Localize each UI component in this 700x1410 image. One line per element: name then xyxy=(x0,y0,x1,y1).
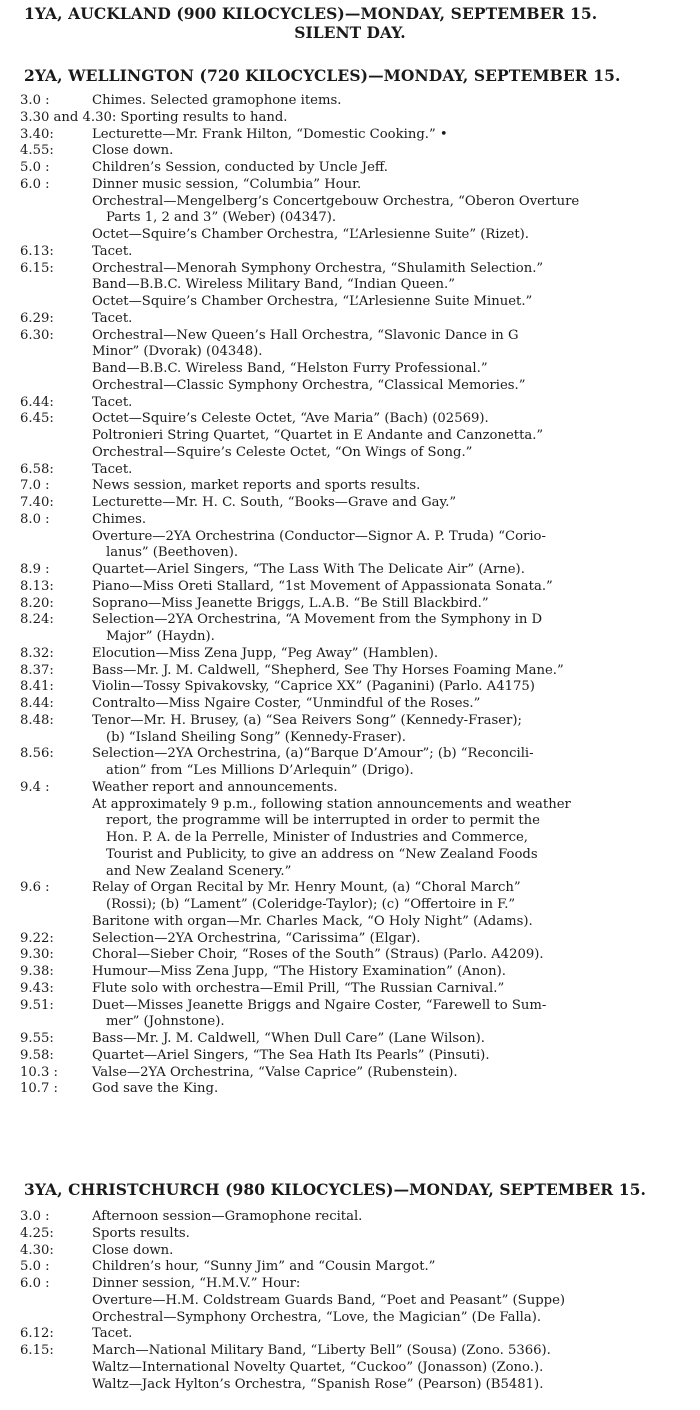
entry-line: Tacet. xyxy=(92,243,133,259)
programme-entry xyxy=(0,1065,700,1082)
entry-line: Minor” (Dvorak) (04348). xyxy=(92,344,263,360)
programme-entry xyxy=(0,679,700,696)
entry-line: ation” from “Les Millions D’Arlequin” (Drigo). xyxy=(106,763,414,778)
entry-line: Tacet. xyxy=(92,461,133,477)
entry-line: Orchestral—Squire’s Celeste Octet, “On Wings of Song.” xyxy=(92,444,473,460)
entry-line: Tacet. xyxy=(92,310,133,326)
entry-line: Overture—2YA Orchestrina (Conductor—Signor A. P. Truda) “Corio- xyxy=(92,528,546,544)
entry-body xyxy=(92,512,700,562)
entry-time: 8.32: xyxy=(20,645,54,661)
entry-line: Relay of Organ Recital by Mr. Henry Mount, (a) “Choral March” xyxy=(92,880,521,896)
entry-line: Lecturette—Mr. H. C. South, “Books—Grave and Gay.” xyxy=(92,495,457,510)
entry-time: 8.41: xyxy=(20,679,54,695)
entry-line: (Rossi); (b) “Lament” (Coleridge-Taylor); (c) “Offertoire in F.” xyxy=(106,897,516,912)
programme-entry xyxy=(0,244,700,261)
entry-time: 9.51: xyxy=(20,997,54,1013)
entry-line: Orchestral—Classic Symphony Orchestra, “Classical Memories.” xyxy=(92,377,526,393)
station-heading: 3YA, CHRISTCHURCH (980 KILOCYCLES)—MONDAY, SEPTEMBER 15. xyxy=(24,1180,646,1199)
entry-time: 6.15: xyxy=(20,260,54,276)
entry-line: Flute solo with orchestra—Emil Prill, “The Russian Carnival.” xyxy=(92,980,505,996)
entry-time: 6.0 : xyxy=(20,176,50,192)
programme-entry xyxy=(0,1259,700,1276)
programme-list xyxy=(0,93,700,1098)
programme-entry xyxy=(0,261,700,311)
entry-time: 7.0 : xyxy=(20,478,50,494)
entry-body xyxy=(92,998,700,1032)
entry-time: 3.0 : xyxy=(20,1209,50,1224)
programme-entry xyxy=(0,177,700,244)
station-heading: 2YA, WELLINGTON (720 KILOCYCLES)—MONDAY, SEPTEMBER 15. xyxy=(24,66,621,85)
entry-line: Children’s hour, “Sunny Jim” and “Cousin Margot.” xyxy=(92,1259,436,1275)
entry-line: Tenor—Mr. H. Brusey, (a) “Sea Reivers Song” (Kennedy-Fraser); xyxy=(92,712,522,728)
entry-body xyxy=(92,780,700,881)
entry-line: Chimes. xyxy=(92,511,147,527)
entry-body xyxy=(92,713,700,747)
programme-entry xyxy=(0,495,700,512)
programme-entry xyxy=(0,411,700,461)
entry-line: Tourist and Publicity, to give an address on “New Zealand Foods xyxy=(106,846,538,862)
programme-entry xyxy=(0,143,700,160)
entry-time: 5.0 : xyxy=(20,1259,50,1275)
entry-time: 4.55: xyxy=(20,143,54,159)
entry-body xyxy=(92,1031,700,1048)
programme-entry xyxy=(0,931,700,948)
entry-body xyxy=(92,746,700,780)
silent-day-note: SILENT DAY. xyxy=(294,23,406,42)
entry-line: Orchestral—New Queen’s Hall Orchestra, “Slavonic Dance in G xyxy=(92,327,519,343)
entry-time: 9.6 : xyxy=(20,880,50,896)
entry-line: Chimes. Selected gramophone items. xyxy=(92,93,342,108)
entry-time: 8.48: xyxy=(20,712,54,728)
entry-line: Weather report and announcements. xyxy=(92,779,338,795)
entry-body xyxy=(92,1343,700,1393)
entry-line: Sports results. xyxy=(92,1225,190,1241)
programme-entry xyxy=(0,1343,700,1393)
entry-line: (b) “Island Sheiling Song” (Kennedy-Fraser). xyxy=(106,729,406,745)
station-3ya xyxy=(0,1180,700,1393)
entry-line: Soprano—Miss Jeanette Briggs, L.A.B. “Be Still Blackbird.” xyxy=(92,595,489,611)
entry-line: Selection—2YA Orchestrina, “A Movement from the Symphony in D xyxy=(92,612,543,628)
entry-line: Lecturette—Mr. Frank Hilton, “Domestic Cooking.” • xyxy=(92,126,448,142)
programme-entry xyxy=(0,696,700,713)
entry-line: Close down. xyxy=(92,1242,174,1258)
entry-time: 9.4 : xyxy=(20,779,50,795)
entry-line: Octet—Squire’s Chamber Orchestra, “L’Arlesienne Suite” (Rizet). xyxy=(92,227,529,242)
programme-entry xyxy=(0,981,700,998)
entry-body xyxy=(92,562,700,579)
programme-entry xyxy=(0,328,700,395)
entry-line: Waltz—Jack Hylton’s Orchestra, “Spanish Rose” (Pearson) (B5481). xyxy=(92,1376,544,1392)
entry-body xyxy=(92,880,700,930)
entry-time: 6.0 : xyxy=(20,1276,50,1291)
programme-entry xyxy=(0,1276,700,1326)
entry-time: 9.22: xyxy=(20,930,54,946)
entry-time: 10.7 : xyxy=(20,1081,58,1097)
entry-body xyxy=(92,411,700,461)
entry-body xyxy=(120,110,700,127)
entry-body xyxy=(92,663,700,680)
entry-body xyxy=(92,1226,700,1243)
programme-entry xyxy=(0,713,700,747)
entry-line: Choral—Sieber Choir, “Roses of the South” (Straus) (Parlo. A4209). xyxy=(92,947,544,963)
programme-entry xyxy=(0,562,700,579)
entry-body xyxy=(92,395,700,412)
entry-line: mer” (Johnstone). xyxy=(106,1014,225,1030)
entry-body xyxy=(92,1259,700,1276)
programme-entry xyxy=(0,512,700,562)
entry-body xyxy=(92,143,700,160)
programme-entry xyxy=(0,947,700,964)
entry-body xyxy=(92,495,700,512)
entry-body xyxy=(92,931,700,948)
programme-entry xyxy=(0,160,700,177)
entry-body xyxy=(92,679,700,696)
entry-line: Elocution—Miss Zena Jupp, “Peg Away” (Hamblen). xyxy=(92,645,439,661)
programme-list xyxy=(0,1209,700,1393)
entry-time: 6.58: xyxy=(20,461,54,477)
entry-body xyxy=(92,478,700,495)
entry-line: Bass—Mr. J. M. Caldwell, “Shepherd, See Thy Horses Foaming Mane.” xyxy=(92,662,564,678)
entry-time: 6.44: xyxy=(20,394,54,410)
entry-body xyxy=(92,127,700,144)
entry-time: 9.30: xyxy=(20,947,54,963)
entry-line: Dinner session, “H.M.V.” Hour: xyxy=(92,1276,301,1291)
entry-body xyxy=(92,596,700,613)
entry-line: Piano—Miss Oreti Stallard, “1st Movement of Appassionata Sonata.” xyxy=(92,578,553,594)
entry-time: 6.12: xyxy=(20,1326,54,1342)
entry-line: Children’s Session, conducted by Uncle Jeff. xyxy=(92,160,388,175)
entry-line: Tacet. xyxy=(92,1326,133,1342)
entry-line: At approximately 9 p.m., following station announcements and weather xyxy=(92,796,571,812)
entry-time: 4.25: xyxy=(20,1225,54,1241)
programme-entry xyxy=(0,1226,700,1243)
programme-entry xyxy=(0,1243,700,1260)
entry-line: Duet—Misses Jeanette Briggs and Ngaire Coster, “Farewell to Sum- xyxy=(92,997,547,1013)
entry-line: Band—B.B.C. Wireless Band, “Helston Furry Professional.” xyxy=(92,361,488,376)
entry-time: 8.9 : xyxy=(20,562,50,577)
programme-entry xyxy=(0,780,700,881)
entry-line: report, the programme will be interrupted in order to permit the xyxy=(106,813,540,829)
entry-time: 6.30: xyxy=(20,327,54,343)
entry-line: Selection—2YA Orchestrina, “Carissima” (Elgar). xyxy=(92,930,421,946)
programme-entry xyxy=(0,1048,700,1065)
entry-line: God save the King. xyxy=(92,1081,219,1097)
entry-body xyxy=(92,462,700,479)
programme-entry xyxy=(0,880,700,930)
entry-time: 10.3 : xyxy=(20,1064,58,1080)
entry-body xyxy=(92,964,700,981)
entry-time: 3.40: xyxy=(20,126,54,142)
programme-entry xyxy=(0,998,700,1032)
entry-line: Orchestral—Symphony Orchestra, “Love, the Magician” (De Falla). xyxy=(92,1309,542,1325)
entry-body xyxy=(92,328,700,395)
entry-line: Close down. xyxy=(92,143,174,159)
entry-line: Afternoon session—Gramophone recital. xyxy=(92,1209,363,1224)
entry-time: 8.37: xyxy=(20,662,54,678)
entry-line: Quartet—Ariel Singers, “The Sea Hath Its Pearls” (Pinsuti). xyxy=(92,1047,490,1063)
entry-body xyxy=(92,1326,700,1343)
entry-body xyxy=(92,1081,700,1098)
entry-time: 6.13: xyxy=(20,243,54,259)
entry-body xyxy=(92,981,700,998)
entry-time: 8.24: xyxy=(20,612,54,628)
programme-entry xyxy=(0,127,700,144)
entry-time: 4.30: xyxy=(20,1242,54,1258)
programme-entry xyxy=(0,1031,700,1048)
entry-line: and New Zealand Scenery.” xyxy=(106,863,292,879)
entry-time: 3.0 : xyxy=(20,93,50,108)
entry-line: Octet—Squire’s Chamber Orchestra, “L’Arlesienne Suite Minuet.” xyxy=(92,294,533,309)
programme-entry xyxy=(0,579,700,596)
entry-time: 9.38: xyxy=(20,964,54,979)
entry-time: 9.43: xyxy=(20,980,54,996)
entry-line: Dinner music session, “Columbia” Hour. xyxy=(92,176,362,192)
programme-entry xyxy=(0,395,700,412)
entry-line: Violin—Tossy Spivakovsky, “Caprice XX” (Paganini) (Parlo. A4175) xyxy=(92,679,535,695)
entry-body xyxy=(92,261,700,311)
entry-body xyxy=(92,311,700,328)
entry-line: Baritone with organ—Mr. Charles Mack, “O Holy Night” (Adams). xyxy=(92,913,533,929)
entry-line: Contralto—Miss Ngaire Coster, “Unmindful of the Roses.” xyxy=(92,696,481,711)
entry-time: 8.44: xyxy=(20,696,54,711)
station-heading: 1YA, AUCKLAND (900 KILOCYCLES)—MONDAY, SEPTEMBER 15. xyxy=(24,4,598,23)
programme-entry xyxy=(0,1326,700,1343)
entry-line: Poltronieri String Quartet, “Quartet in E Andante and Canzonetta.” xyxy=(92,428,544,443)
programme-entry xyxy=(0,746,700,780)
entry-line: Quartet—Ariel Singers, “The Lass With The Delicate Air” (Arne). xyxy=(92,562,525,577)
entry-body xyxy=(92,160,700,177)
entry-line: Parts 1, 2 and 3” (Weber) (04347). xyxy=(106,210,337,226)
entry-time: 6.29: xyxy=(20,310,54,326)
entry-body xyxy=(92,1065,700,1082)
programme-entry xyxy=(0,1081,700,1098)
station-1ya xyxy=(0,4,700,42)
entry-line: Tacet. xyxy=(92,394,133,410)
entry-body xyxy=(92,646,700,663)
entry-body xyxy=(92,696,700,713)
entry-line: Valse—2YA Orchestrina, “Valse Caprice” (Rubenstein). xyxy=(92,1064,458,1080)
entry-time: 5.0 : xyxy=(20,160,50,175)
entry-line: Orchestral—Mengelberg’s Concertgebouw Orchestra, “Oberon Overture xyxy=(92,193,580,209)
entry-body xyxy=(92,1276,700,1326)
entry-line: Selection—2YA Orchestrina, (a)“Barque D’Amour”; (b) “Reconcili- xyxy=(92,746,534,762)
entry-body xyxy=(92,1243,700,1260)
programme-entry xyxy=(0,596,700,613)
entry-line: Orchestral—Menorah Symphony Orchestra, “Shulamith Selection.” xyxy=(92,260,544,276)
programme-entry xyxy=(0,663,700,680)
entry-line: lanus” (Beethoven). xyxy=(106,545,239,561)
entry-line: Overture—H.M. Coldstream Guards Band, “Poet and Peasant” (Suppe) xyxy=(92,1292,566,1308)
programme-entry xyxy=(0,311,700,328)
entry-line: Bass—Mr. J. M. Caldwell, “When Dull Care” (Lane Wilson). xyxy=(92,1031,485,1046)
entry-time: 8.13: xyxy=(20,578,54,594)
entry-body xyxy=(92,1048,700,1065)
entry-body xyxy=(92,244,700,261)
entry-body xyxy=(92,1209,700,1226)
programme-entry xyxy=(0,646,700,663)
programme-entry xyxy=(0,93,700,110)
entry-line: Hon. P. A. de la Perrelle, Minister of Industries and Commerce, xyxy=(106,830,528,845)
entry-time: 6.45: xyxy=(20,411,54,427)
programme-entry xyxy=(0,110,700,127)
entry-time: 8.20: xyxy=(20,595,54,611)
entry-line: News session, market reports and sports results. xyxy=(92,478,421,494)
entry-body xyxy=(92,579,700,596)
entry-time: 8.56: xyxy=(20,746,54,762)
entry-body xyxy=(92,612,700,646)
entry-time: 3.30 and 4.30: xyxy=(20,109,117,125)
entry-line: Sporting results to hand. xyxy=(120,109,288,125)
station-2ya xyxy=(0,66,700,1098)
entry-line: Waltz—International Novelty Quartet, “Cuckoo” (Jonasson) (Zono.). xyxy=(92,1359,544,1375)
entry-line: Band—B.B.C. Wireless Military Band, “Indian Queen.” xyxy=(92,277,455,293)
entry-time: 6.15: xyxy=(20,1343,54,1358)
entry-time: 8.0 : xyxy=(20,511,50,527)
programme-entry xyxy=(0,964,700,981)
entry-line: Octet—Squire’s Celeste Octet, “Ave Maria” (Bach) (02569). xyxy=(92,411,489,427)
entry-body xyxy=(92,93,700,110)
entry-time: 9.55: xyxy=(20,1031,54,1046)
entry-body xyxy=(92,947,700,964)
entry-line: March—National Military Band, “Liberty Bell” (Sousa) (Zono. 5366). xyxy=(92,1343,551,1358)
entry-time: 7.40: xyxy=(20,495,54,510)
entry-line: Major” (Haydn). xyxy=(106,629,215,644)
entry-line: Humour—Miss Zena Jupp, “The History Examination” (Anon). xyxy=(92,964,506,979)
entry-body xyxy=(92,177,700,244)
programme-entry xyxy=(0,462,700,479)
programme-entry xyxy=(0,1209,700,1226)
entry-time: 9.58: xyxy=(20,1047,54,1063)
programme-entry xyxy=(0,478,700,495)
programme-entry xyxy=(0,612,700,646)
